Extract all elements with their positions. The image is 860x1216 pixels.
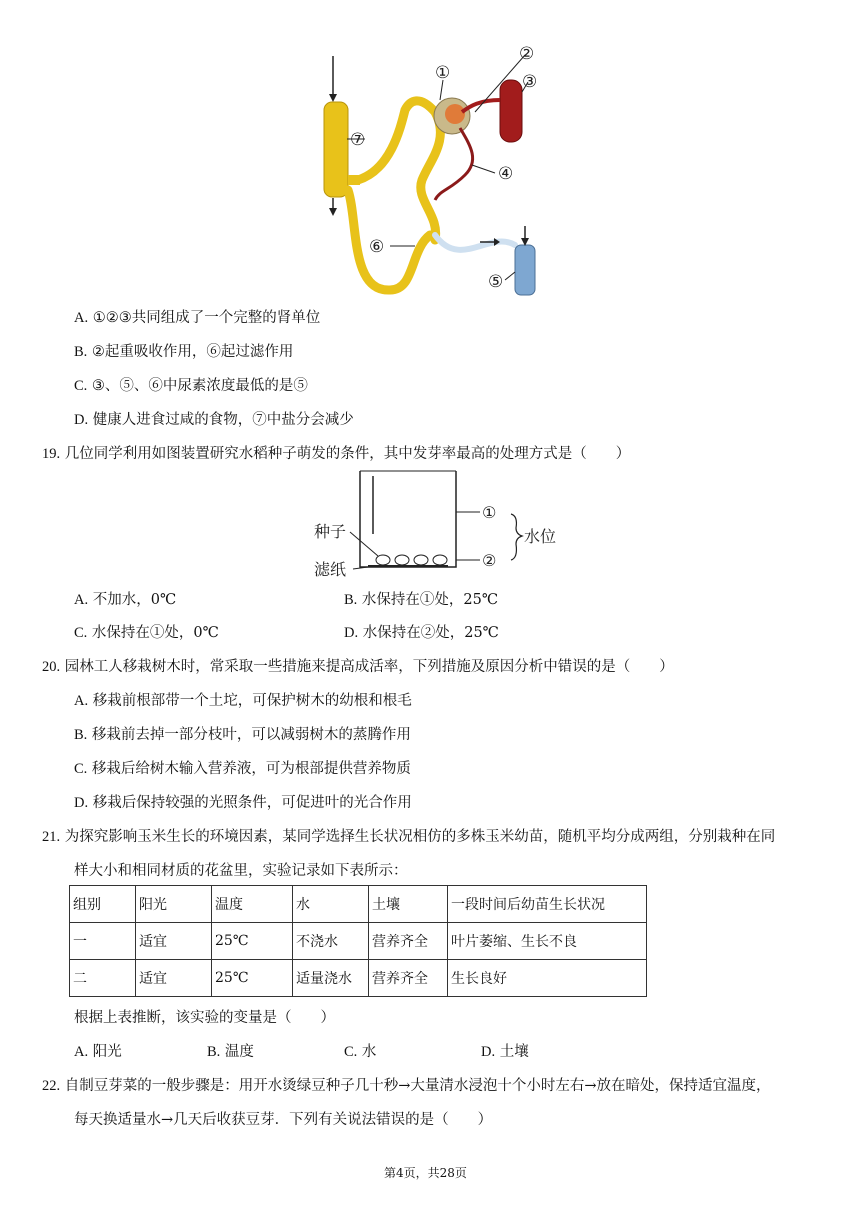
option-letter: C. — [74, 625, 88, 641]
experiment-table — [69, 885, 647, 997]
q19-option-b[interactable] — [344, 588, 498, 609]
option-text: 阳光 — [92, 1044, 122, 1060]
option-text: 土壤 — [499, 1044, 529, 1060]
germination-beaker-figure — [308, 466, 558, 582]
q20-option-b[interactable] — [74, 723, 411, 744]
q20-option-d[interactable] — [74, 791, 412, 812]
q21-option-c[interactable] — [344, 1040, 376, 1061]
q18-option-c[interactable] — [74, 374, 308, 395]
option-text: ①②③共同组成了一个完整的肾单位 — [92, 310, 321, 326]
option-letter: C. — [74, 378, 88, 394]
option-letter: B. — [207, 1044, 221, 1060]
q19-option-c[interactable] — [74, 621, 219, 642]
option-letter: C. — [74, 761, 88, 777]
table-header-cell: 一段时间后幼苗生长状况 — [448, 886, 647, 923]
table-header-cell: 土壤 — [369, 886, 448, 923]
q21-stem-line2: 样大小和相同材质的花盆里，实验记录如下表所示： — [74, 863, 408, 879]
renal-vein — [515, 245, 535, 295]
table-cell: 叶片萎缩、生长不良 — [448, 923, 647, 960]
table-cell: 适宜 — [136, 923, 212, 960]
question-number: 20. — [42, 659, 61, 675]
q21-question: 根据上表推断，该实验的变量是（ ） — [74, 1010, 335, 1026]
option-text: 水保持在①处，0℃ — [91, 625, 219, 641]
q22-stem-line2: 每天换适量水→几天后收获豆芽．下列有关说法错误的是（ ） — [74, 1112, 493, 1128]
table-header-row — [70, 886, 647, 923]
table-row — [70, 923, 647, 960]
q18-option-b[interactable] — [74, 340, 293, 361]
filter-paper-label: 滤纸 — [314, 560, 347, 579]
table-cell: 营养齐全 — [369, 960, 448, 997]
page-footer: 第4页，共28页 — [384, 1166, 467, 1180]
table-cell: 适量浇水 — [293, 960, 369, 997]
label-7: ⑦ — [350, 130, 366, 150]
q21-option-d[interactable] — [481, 1040, 529, 1061]
q19-option-a[interactable] — [74, 588, 176, 609]
option-text: 温度 — [224, 1044, 254, 1060]
option-text: 不加水，0℃ — [92, 592, 177, 608]
option-letter: A. — [74, 693, 89, 709]
option-letter: A. — [74, 310, 89, 326]
option-text: 水保持在②处，25℃ — [362, 625, 499, 641]
question-number: 22. — [42, 1078, 61, 1094]
q21-option-a[interactable] — [74, 1040, 122, 1061]
q19-option-d[interactable] — [344, 621, 499, 642]
label-5: ⑤ — [488, 272, 504, 292]
table-header-cell: 温度 — [212, 886, 293, 923]
option-letter: A. — [74, 1044, 89, 1060]
label-6: ⑥ — [369, 237, 385, 257]
question-text: 园林工人移栽树木时，常采取一些措施来提高成活率，下列措施及原因分析中错误的是（ ） — [64, 659, 674, 675]
option-text: 水 — [361, 1044, 377, 1060]
artery — [500, 80, 522, 142]
table-cell: 适宜 — [136, 960, 212, 997]
q20-option-c[interactable] — [74, 757, 411, 778]
question-text: 几位同学利用如图装置研究水稻种子萌发的条件，其中发芽率最高的处理方式是（ ） — [64, 446, 631, 462]
table-row — [70, 960, 647, 997]
label-2: ② — [519, 44, 535, 64]
option-letter: D. — [344, 625, 359, 641]
option-text: ②起重吸收作用，⑥起过滤作用 — [91, 344, 294, 360]
table-cell: 二 — [70, 960, 136, 997]
table-header-cell: 阳光 — [136, 886, 212, 923]
table-cell: 一 — [70, 923, 136, 960]
option-letter: D. — [74, 412, 89, 428]
option-letter: B. — [344, 592, 358, 608]
option-text: ③、⑤、⑥中尿素浓度最低的是⑤ — [91, 378, 308, 394]
option-text: 移栽后保持较强的光照条件，可促进叶的光合作用 — [92, 795, 412, 811]
water-level-label: 水位 — [524, 527, 557, 546]
option-letter: A. — [74, 592, 89, 608]
q21-stem-line1 — [42, 825, 775, 846]
label-3: ③ — [522, 72, 538, 92]
label-4: ④ — [498, 164, 514, 184]
question-number: 19. — [42, 446, 61, 462]
mark-2: ② — [482, 551, 497, 570]
table-cell: 不浇水 — [293, 923, 369, 960]
option-text: 移栽前去掉一部分枝叶，可以减弱树木的蒸腾作用 — [91, 727, 411, 743]
option-letter: D. — [74, 795, 89, 811]
question-text: 自制豆芽菜的一般步骤是：用开水烫绿豆种子几十秒→大量清水浸泡十个小时左右→放在暗处，保持适宜温度， — [64, 1078, 771, 1094]
option-letter: C. — [344, 1044, 358, 1060]
table-cell: 生长良好 — [448, 960, 647, 997]
nephron-figure — [310, 40, 560, 300]
mark-1: ① — [482, 503, 497, 522]
q22-stem-line1 — [42, 1074, 771, 1095]
option-text: 移栽后给树木输入营养液，可为根部提供营养物质 — [91, 761, 411, 777]
table-cell: 25℃ — [212, 923, 293, 960]
seed-label: 种子 — [314, 522, 347, 541]
table-cell: 25℃ — [212, 960, 293, 997]
label-1: ① — [435, 63, 451, 83]
q21-option-b[interactable] — [207, 1040, 254, 1061]
q19-stem — [42, 442, 630, 463]
option-text: 水保持在①处，25℃ — [361, 592, 499, 608]
option-letter: B. — [74, 344, 88, 360]
q20-option-a[interactable] — [74, 689, 412, 710]
option-text: 健康人进食过咸的食物，⑦中盐分会减少 — [92, 412, 354, 428]
q20-stem — [42, 655, 674, 676]
q18-option-d[interactable] — [74, 408, 354, 429]
option-letter: D. — [481, 1044, 496, 1060]
question-text: 为探究影响玉米生长的环境因素，某同学选择生长状况相仿的多株玉米幼苗，随机平均分成两组，分别栽种在同 — [64, 829, 776, 845]
q18-option-a[interactable] — [74, 306, 320, 327]
collecting-duct — [324, 102, 348, 197]
option-text: 移栽前根部带一个土坨，可保护树木的幼根和根毛 — [92, 693, 412, 709]
table-header-cell: 组别 — [70, 886, 136, 923]
table-header-cell: 水 — [293, 886, 369, 923]
question-number: 21. — [42, 829, 61, 845]
option-letter: B. — [74, 727, 88, 743]
table-cell: 营养齐全 — [369, 923, 448, 960]
